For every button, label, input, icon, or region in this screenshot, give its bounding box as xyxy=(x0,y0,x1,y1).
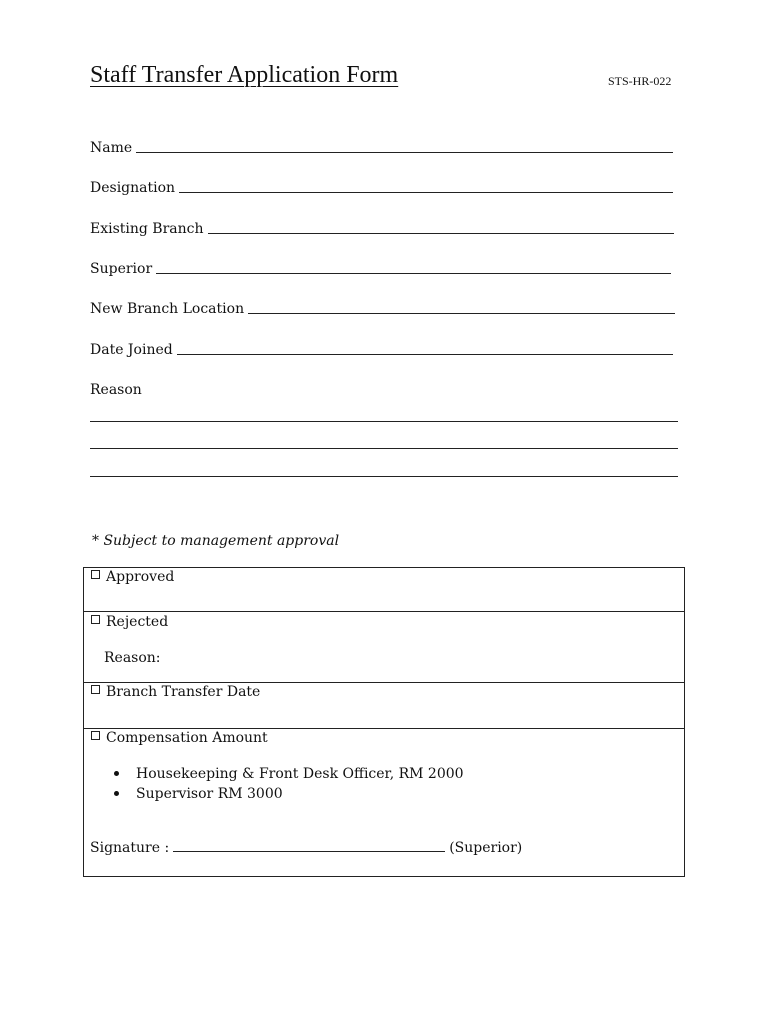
compensation-section xyxy=(83,728,685,877)
compensation-checkbox[interactable] xyxy=(91,731,100,740)
reason-field xyxy=(90,379,290,399)
new-branch-location-field[interactable] xyxy=(90,298,675,318)
superior-input-line[interactable] xyxy=(156,273,671,274)
existing-branch-label: Existing Branch xyxy=(90,221,204,237)
designation-label: Designation xyxy=(90,180,176,196)
compensation-list xyxy=(104,764,464,804)
name-input-line[interactable] xyxy=(136,152,673,153)
signature-role: (Superior) xyxy=(449,840,523,856)
form-code: STS-HR-022 xyxy=(608,74,672,88)
designation-field[interactable] xyxy=(90,177,673,197)
superior-label: Superior xyxy=(90,261,153,277)
compensation-label: Compensation Amount xyxy=(106,730,268,746)
name-label: Name xyxy=(90,140,133,156)
approved-label: Approved xyxy=(106,569,175,585)
compensation-item: Supervisor RM 3000 xyxy=(136,784,464,804)
superior-field[interactable] xyxy=(90,258,671,278)
date-joined-label: Date Joined xyxy=(90,342,173,358)
designation-input-line[interactable] xyxy=(179,192,673,193)
bullet-icon xyxy=(114,791,119,796)
signature-line[interactable] xyxy=(173,851,445,852)
signature-label: Signature : xyxy=(90,840,170,856)
bullet-icon xyxy=(114,771,119,776)
existing-branch-input-line[interactable] xyxy=(208,233,674,234)
name-field[interactable] xyxy=(90,137,673,157)
rejected-label: Rejected xyxy=(106,614,169,630)
branch-transfer-date-label: Branch Transfer Date xyxy=(106,684,261,700)
reason-line-2[interactable] xyxy=(90,448,678,449)
rejected-section xyxy=(83,611,685,683)
new-branch-location-label: New Branch Location xyxy=(90,301,245,317)
date-joined-input-line[interactable] xyxy=(177,354,673,355)
rejected-reason-label: Reason: xyxy=(104,650,161,666)
new-branch-location-input-line[interactable] xyxy=(248,313,675,314)
approval-note: * Subject to management approval xyxy=(92,533,340,549)
reason-label: Reason xyxy=(90,382,142,398)
approved-checkbox[interactable] xyxy=(91,570,100,579)
reason-line-3[interactable] xyxy=(90,476,678,477)
signature-row xyxy=(90,840,522,856)
approved-section xyxy=(83,567,685,612)
existing-branch-field[interactable] xyxy=(90,218,674,238)
compensation-item: Housekeeping & Front Desk Officer, RM 2000 xyxy=(136,764,464,784)
date-joined-field[interactable] xyxy=(90,339,673,359)
branch-transfer-date-checkbox[interactable] xyxy=(91,685,100,694)
branch-transfer-date-section xyxy=(83,682,685,729)
form-title: Staff Transfer Application Form xyxy=(90,62,399,88)
reason-line-1[interactable] xyxy=(90,421,678,422)
rejected-checkbox[interactable] xyxy=(91,615,100,624)
